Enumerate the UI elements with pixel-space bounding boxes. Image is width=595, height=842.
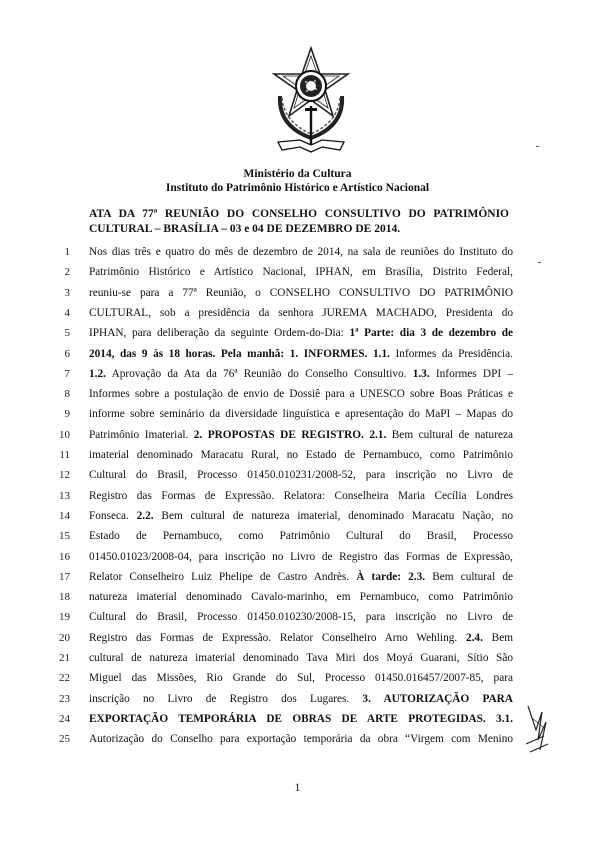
bold-text-segment: 2.4. (465, 632, 483, 644)
text-segment: cultural de natureza imaterial denominado Tava Miri dos Moyá Guarani, Sítio São (89, 652, 513, 664)
institute-heading: Instituto do Patrimônio Histórico e Artístico Nacional (165, 182, 430, 194)
text-segment: Bem (482, 632, 513, 644)
text-line (89, 670, 513, 687)
text-line (89, 731, 513, 748)
text-segment: natureza imaterial denominado Cavalo-marinho, em Pernambuco, como Patrimônio (89, 591, 513, 603)
text-line (89, 691, 513, 708)
bold-text-segment: 1ª Parte: dia 3 de dezembro de (349, 327, 514, 339)
text-segment: Miguel das Missões, Rio Grande do Sul, Processo 01450.016457/2007-85, para (89, 672, 513, 684)
line-number: 19 (59, 611, 70, 623)
text-segment: Aprovação da Ata da 76ª Reunião do Conselho Consultivo. (105, 368, 413, 380)
bold-text-segment: 2. PROPOSTAS DE REGISTRO. 2.1. (193, 429, 387, 441)
text-line (89, 406, 513, 423)
text-line (89, 711, 513, 728)
text-line (89, 467, 513, 484)
text-segment: Informes sobre a postulação de envio de Dossiê para a UNESCO sobre Boas Práticas e (89, 388, 513, 400)
text-line (89, 528, 513, 545)
text-line (89, 609, 513, 626)
text-line (89, 285, 513, 302)
page-number: 1 (294, 782, 301, 794)
bold-text-segment: À tarde: 2.3. (356, 571, 426, 583)
bold-text-segment: 1.3. (412, 368, 430, 380)
bold-text-segment: 1.2. (89, 368, 106, 380)
text-segment: Informes da Presidência. (389, 348, 513, 360)
line-number: 15 (59, 530, 70, 542)
text-line (89, 305, 513, 322)
line-number: 1 (64, 246, 70, 258)
ministry-heading: Ministério da Cultura (243, 168, 352, 180)
line-number: 4 (64, 307, 70, 319)
text-segment: Patrimônio Histórico e Artístico Nacional, IPHAN, em Brasília, Distrito Federal, (89, 266, 513, 278)
line-number: 6 (64, 348, 70, 360)
line-number: 24 (59, 713, 70, 725)
text-segment: imaterial denominado Maracatu Rural, no Estado de Pernambuco, como Patrimônio (89, 449, 513, 461)
text-segment: Registro das Formas de Expressão. Relatora: Conselheira Maria Cecília Londres (89, 490, 513, 502)
text-line (89, 630, 513, 647)
text-segment: IPHAN, para deliberação da seguinte Ordem-do-Dia: (89, 327, 350, 339)
text-segment: CULTURAL, sob a presidência da senhora JUREMA MACHADO, Presidenta do (89, 307, 513, 319)
bold-text-segment: 2.2. (136, 510, 154, 522)
line-number: 17 (59, 571, 70, 583)
text-segment: informe sobre seminário da diversidade linguística e apresentação do MaPI – Mapas do (89, 408, 513, 420)
line-number: 10 (59, 429, 70, 441)
line-number: 3 (64, 287, 70, 299)
text-segment: Bem cultural de natureza (386, 429, 513, 441)
text-line (89, 346, 513, 363)
scan-speck (536, 146, 539, 147)
text-segment: Estado de Pernambuco, como Patrimônio Cultural do Brasil, Processo (89, 530, 513, 542)
text-line (89, 447, 513, 464)
line-number: 22 (59, 672, 70, 684)
line-number: 2 (64, 266, 70, 278)
text-line (89, 650, 513, 667)
text-segment: Bem cultural de (425, 571, 513, 583)
text-line (89, 386, 513, 403)
text-line (89, 488, 513, 505)
text-segment: Informes DPI – (429, 368, 513, 380)
text-segment: Autorização do Conselho para exportação temporária da obra “Virgem com Menino (89, 733, 513, 745)
text-line (89, 366, 513, 383)
text-segment: 01450.01023/2008-04, para inscrição no Livro de Registro das Formas de Expressão, (89, 551, 513, 563)
line-number: 13 (59, 490, 70, 502)
brazil-coat-of-arms-icon (270, 46, 352, 156)
text-segment: Cultural do Brasil, Processo 01450.010230/2008-15, para inscrição no Livro de (89, 611, 513, 623)
line-number: 21 (59, 652, 70, 664)
line-number: 23 (59, 693, 70, 705)
scan-speck (538, 262, 541, 263)
text-segment: inscrição no Livro de Registro dos Lugares. (89, 693, 363, 705)
text-segment: Cultural do Brasil, Processo 01450.010231/2008-52, para inscrição no Livro de (89, 469, 513, 481)
line-number: 20 (59, 632, 70, 644)
text-segment: Fonseca. (89, 510, 137, 522)
line-number: 25 (59, 733, 70, 745)
handwritten-initials (522, 700, 550, 756)
text-line (89, 589, 513, 606)
bold-text-segment: 2014, das 9 às 18 horas. Pela manhã: 1. INFORMES. 1.1. (89, 348, 390, 360)
text-segment: Patrimônio Imaterial. (89, 429, 194, 441)
text-line (89, 508, 513, 525)
bold-text-segment: EXPORTAÇÃO TEMPORÁRIA DE OBRAS DE ARTE PROTEGIDAS. 3.1. (89, 713, 513, 725)
line-number: 11 (59, 449, 70, 461)
text-segment: Registro das Formas de Expressão. Relator Conselheiro Arno Wehling. (89, 632, 466, 644)
line-number: 14 (59, 510, 70, 522)
line-number: 16 (59, 551, 70, 563)
text-segment: Relator Conselheiro Luiz Phelipe de Castro Andrès. (89, 571, 357, 583)
text-segment: reuniu-se para a 77ª Reunião, o CONSELHO CONSULTIVO DO PATRIMÔNIO (89, 287, 513, 299)
text-line (89, 569, 513, 586)
line-number: 8 (64, 388, 70, 400)
text-segment: Nos dias três e quatro do mês de dezembro de 2014, na sala de reuniões do Instituto do (89, 246, 513, 258)
line-number: 7 (64, 368, 70, 380)
text-line (89, 244, 513, 261)
document-title: ATA DA 77ª REUNIÃO DO CONSELHO CONSULTIVO DO PATRIMÔNIO CULTURAL – BRASÍLIA – 03 e 04 DE DEZEMBRO DE 2014. (89, 208, 509, 235)
text-line (89, 549, 513, 566)
text-segment: Bem cultural de natureza imaterial, denominado Maracatu Nação, no (153, 510, 514, 522)
line-number: 9 (64, 408, 70, 420)
text-line (89, 264, 513, 281)
text-line (89, 325, 513, 342)
line-number: 18 (59, 591, 70, 603)
bold-text-segment: 3. AUTORIZAÇÃO PARA (362, 693, 513, 705)
text-line (89, 427, 513, 444)
line-number: 12 (59, 469, 70, 481)
line-number: 5 (64, 327, 70, 339)
